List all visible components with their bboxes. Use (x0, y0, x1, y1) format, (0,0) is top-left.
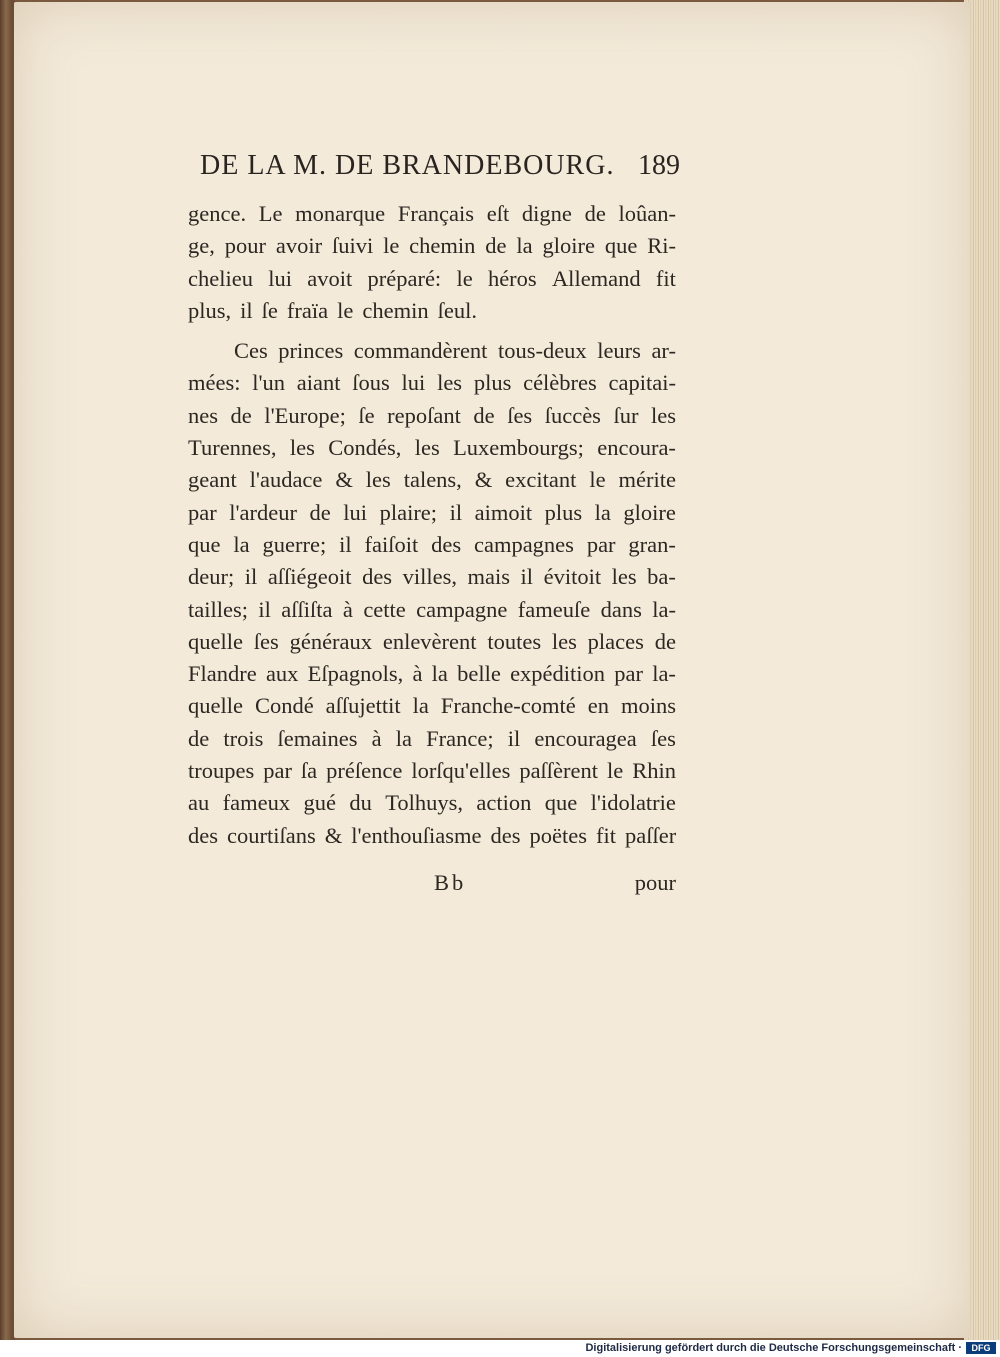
word: fit (655, 265, 676, 291)
word: que (188, 531, 221, 557)
word: ſes (507, 402, 533, 428)
word: Turennes, (188, 435, 277, 461)
word: excitant (505, 467, 577, 493)
text-line (188, 464, 676, 496)
word: cette (363, 596, 406, 622)
word: de (473, 402, 495, 428)
word: Français (397, 201, 475, 226)
word: lui (401, 370, 426, 396)
word: princes (278, 338, 344, 364)
word: loûan- (618, 201, 676, 226)
page-foot (188, 870, 676, 902)
word: fraïa (286, 297, 329, 323)
digitization-credit: Digitalisierung gefördert durch die Deutsche Forschungsgemeinschaft · (585, 1342, 962, 1354)
text-line (188, 723, 676, 755)
text-line (188, 400, 676, 432)
word: Condés, (328, 435, 402, 461)
word: campagnes (473, 531, 574, 557)
word: ſemaines (277, 725, 358, 751)
word: les (414, 435, 440, 461)
word: il (258, 596, 271, 622)
text-line (188, 690, 676, 722)
word: aſſiégeoit (267, 564, 352, 590)
catchword: pour (634, 870, 676, 895)
text-line (188, 820, 676, 852)
word: il (244, 564, 258, 590)
word: tailles; (188, 596, 248, 622)
text-line (188, 529, 676, 561)
word: poëtes (529, 822, 588, 848)
word: célèbres (523, 370, 597, 396)
word: gran- (628, 531, 676, 557)
text-line (188, 787, 676, 819)
word: que (544, 790, 578, 816)
word: ſa (300, 758, 318, 784)
text-line (188, 432, 676, 464)
word: gloire (542, 233, 595, 259)
word: plus (544, 499, 583, 525)
word: avoir (275, 233, 323, 259)
word: tous-deux (497, 338, 587, 364)
word: villes, (402, 564, 457, 590)
text-line (188, 230, 676, 262)
word: chemin (409, 233, 476, 259)
word: généraux (289, 628, 373, 654)
word: au (188, 790, 210, 816)
word: eſt (486, 201, 510, 226)
word: préparé: (367, 265, 442, 291)
word: Luxembourgs; (453, 435, 584, 461)
word: le (337, 297, 354, 323)
dfg-logo: DFG (966, 1342, 996, 1354)
word: plus (473, 370, 512, 396)
word: & (335, 467, 353, 493)
word: gloire (623, 499, 676, 525)
word: mais (467, 564, 510, 590)
word: Le (258, 201, 283, 226)
word: ſe (358, 402, 375, 428)
word: du (349, 790, 372, 816)
word: plaire; (379, 499, 438, 525)
word: courtiſans (227, 822, 316, 848)
word: Ces (234, 338, 268, 364)
word: la (395, 725, 412, 751)
word: le (607, 758, 624, 784)
running-head-title: DE LA M. DE BRANDEBOURG. (200, 150, 615, 181)
word: ſuivi (331, 233, 374, 259)
word: par (263, 758, 292, 784)
word: ar- (651, 338, 676, 364)
word: le (456, 265, 473, 291)
word: il (520, 564, 534, 590)
word: de (188, 725, 210, 751)
word: quelle (188, 628, 243, 654)
word: campagne (416, 596, 508, 622)
word: toutes (487, 628, 542, 654)
word: aux (265, 661, 299, 687)
word: en (587, 693, 609, 719)
paragraph-gap (188, 327, 676, 335)
word: des (362, 564, 393, 590)
word: geant (188, 467, 237, 493)
word: Flandre (188, 661, 257, 687)
word: commandèrent (353, 338, 488, 364)
word: à (371, 725, 382, 751)
word: préſence (326, 758, 403, 784)
word: les (437, 370, 463, 396)
word: capitai- (608, 370, 676, 396)
word: Ri- (647, 233, 676, 259)
word: digne (521, 201, 572, 226)
word: par (614, 661, 643, 687)
word: trois (223, 725, 264, 751)
word: la (516, 233, 533, 259)
word: paſſèrent (519, 758, 599, 784)
word: la (431, 661, 448, 687)
word: fit (596, 822, 617, 848)
word: la (412, 693, 429, 719)
word: l'un (252, 370, 286, 396)
word: il (339, 531, 352, 557)
word: de (584, 201, 606, 226)
word: encouragea (534, 725, 637, 751)
word: les (365, 467, 391, 493)
text-line (188, 295, 676, 327)
word: dans (600, 596, 642, 622)
word: de (485, 233, 507, 259)
text-line (188, 658, 676, 690)
text-line (188, 755, 676, 787)
signature-mark: Bb (434, 870, 467, 895)
word: paſſer (625, 822, 676, 848)
text-line (188, 626, 676, 658)
word: le (383, 233, 400, 259)
word: pour (224, 233, 266, 259)
word: l'idolatrie (590, 790, 676, 816)
word: plus, (188, 297, 232, 323)
word: l'Europe; (264, 402, 346, 428)
word: les (651, 402, 676, 428)
word: héros (487, 265, 537, 291)
word: les (611, 564, 637, 590)
word: expédition (510, 661, 606, 687)
word: par (188, 499, 217, 525)
word: la (233, 531, 250, 557)
word: lorſqu'elles (411, 758, 511, 784)
word: Tolhuys, (385, 790, 464, 816)
word: & (474, 467, 493, 493)
word: quelle (188, 693, 243, 719)
word: gence. (188, 201, 247, 226)
body-text (188, 198, 676, 852)
word: & (324, 822, 343, 848)
word: ſous (352, 370, 390, 396)
word: les (289, 435, 315, 461)
word: mérite (618, 467, 676, 493)
word: France; (426, 725, 494, 751)
word: à (342, 596, 353, 622)
word: nes (188, 402, 218, 428)
word: encoura- (597, 435, 676, 461)
word: la- (652, 596, 676, 622)
word: il (507, 725, 521, 751)
text-line (188, 497, 676, 529)
word: belle (457, 661, 501, 687)
word: faiſoit (364, 531, 419, 557)
word: des (431, 531, 462, 557)
word: chelieu (188, 265, 253, 291)
word: de (654, 628, 676, 654)
word: de (309, 499, 331, 525)
text-line (188, 367, 676, 399)
word: il (449, 499, 463, 525)
page-number: 189 (638, 150, 680, 181)
word: ſuccès (544, 402, 601, 428)
word: action (476, 790, 532, 816)
word: ſes (253, 628, 279, 654)
word: des (188, 822, 218, 848)
word: ſeul. (437, 297, 477, 323)
word: aſſujettit (325, 693, 401, 719)
word: places (587, 628, 644, 654)
word: fameux (222, 790, 291, 816)
text-line (188, 263, 676, 295)
running-head (200, 150, 680, 192)
word: Allemand (551, 265, 641, 291)
word: évitoit (543, 564, 602, 590)
word: moins (620, 693, 676, 719)
text-line (188, 594, 676, 626)
word: la- (652, 661, 676, 687)
word: leurs (597, 338, 641, 364)
word: deur; (188, 564, 235, 590)
word: l'enthouſiasme (351, 822, 482, 848)
text-line (188, 561, 676, 593)
word: des (490, 822, 521, 848)
word: le (589, 467, 606, 493)
word: repoſant (387, 402, 461, 428)
word: monarque (295, 201, 386, 226)
word: ſe (261, 297, 278, 323)
word: l'audace (249, 467, 323, 493)
word: mées: (188, 370, 241, 396)
word: aimoit (474, 499, 533, 525)
word: Condé (254, 693, 314, 719)
word: troupes (188, 758, 255, 784)
word: ſes (650, 725, 676, 751)
word: il (240, 297, 253, 323)
word: par (586, 531, 616, 557)
word: lui (268, 265, 292, 291)
word: avoit (307, 265, 353, 291)
word: Franche-comté (440, 693, 576, 719)
word: les (551, 628, 577, 654)
word: chemin (362, 297, 429, 323)
word: ſur (613, 402, 639, 428)
word: la (594, 499, 611, 525)
word: lui (343, 499, 368, 525)
word: guerre; (262, 531, 327, 557)
word: Rhin (632, 758, 676, 784)
word: gué (303, 790, 336, 816)
word: Eſpagnols, (307, 661, 404, 687)
word: fameuſe (517, 596, 591, 622)
word: aiant (296, 370, 341, 396)
word: ba- (647, 564, 676, 590)
text-line (188, 335, 676, 367)
word: que (604, 233, 638, 259)
word: talens, (403, 467, 462, 493)
word: aſſiſta (281, 596, 333, 622)
word: l'ardeur (229, 499, 298, 525)
word: de (230, 402, 252, 428)
text-line (188, 198, 676, 230)
word: ge, (188, 233, 215, 259)
word: à (412, 661, 423, 687)
word: enlevèrent (382, 628, 477, 654)
